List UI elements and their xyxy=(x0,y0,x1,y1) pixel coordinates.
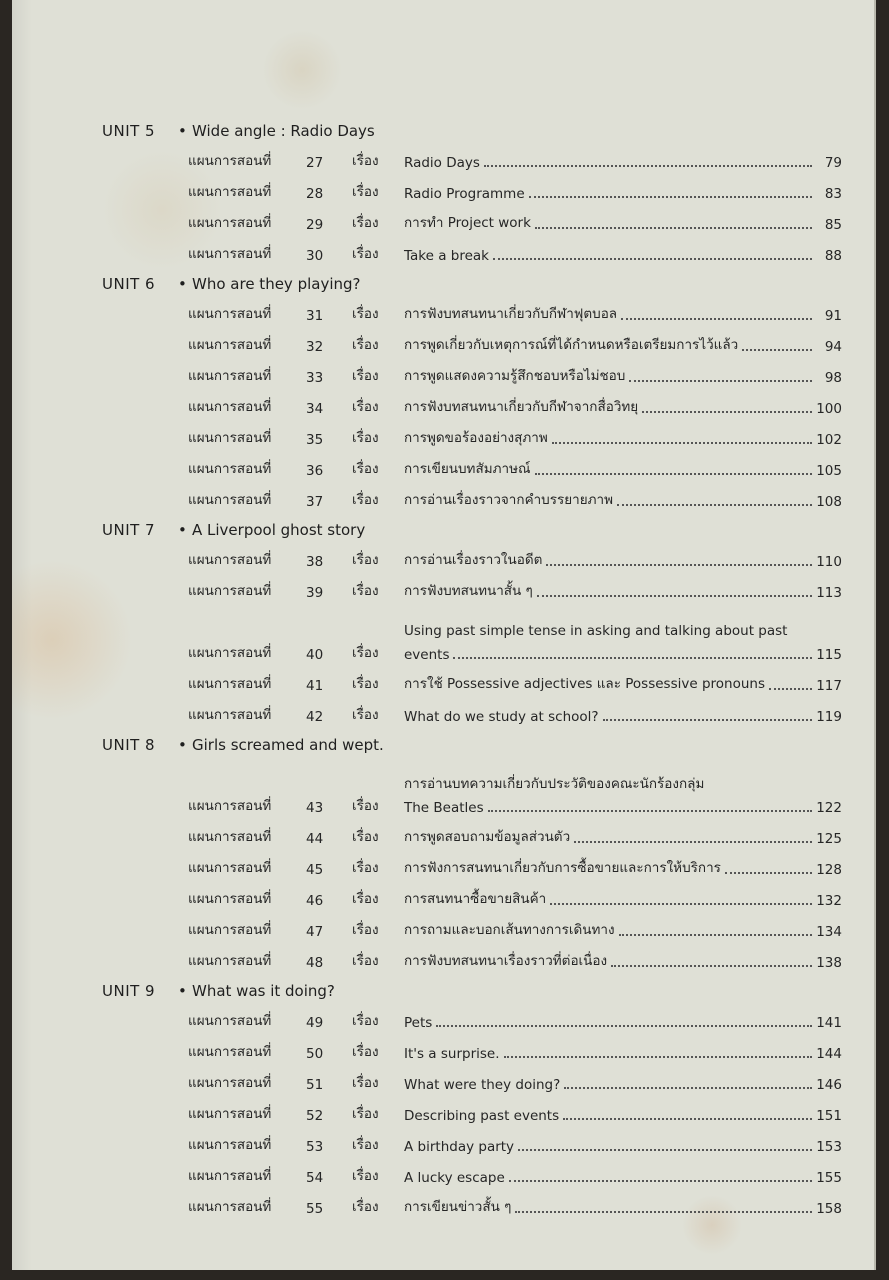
entry-title-wrap xyxy=(404,856,842,883)
page-number: 108 xyxy=(816,494,842,510)
dot-leader xyxy=(552,442,812,444)
plan-number: 34 xyxy=(306,401,324,417)
page-number: 146 xyxy=(816,1077,842,1093)
entry-title: การใช้ Possessive adjectives และ Possessive pronouns xyxy=(404,676,765,692)
toc-entry xyxy=(102,360,842,391)
entry-title-line1: Using past simple tense in asking and talking about past xyxy=(404,623,788,639)
unit-title: Who are they playing? xyxy=(192,274,361,293)
entry-title: การฟังการสนทนาเกี่ยวกับการซื้อขายและการให้บริการ xyxy=(404,860,721,876)
entry-title: Pets xyxy=(404,1015,433,1031)
entry-title-wrap xyxy=(404,1195,842,1222)
page-number: 141 xyxy=(816,1015,842,1031)
entry-title: การพูดเกี่ยวกับเหตุการณ์ที่ได้กำหนดหรือเตรียมการไว้แล้ว xyxy=(404,337,739,353)
entry-title: การพูดขอร้องอย่างสุภาพ xyxy=(404,430,548,446)
story-label: เรื่อง xyxy=(352,399,379,415)
toc-entry xyxy=(102,852,842,883)
entry-title-row xyxy=(404,1077,842,1093)
plan-label: แผนการสอนที่ xyxy=(188,707,272,723)
dot-leader xyxy=(546,564,812,566)
dot-leader xyxy=(619,934,812,936)
entry-title: What were they doing? xyxy=(404,1077,561,1093)
entry-title-wrap xyxy=(404,302,842,329)
plan-number: 52 xyxy=(306,1108,324,1124)
unit-label: UNIT 9 xyxy=(102,981,156,1000)
dot-leader xyxy=(629,380,812,382)
story-label: เรื่อง xyxy=(352,860,379,876)
entry-title-row xyxy=(404,647,842,663)
story-label: เรื่อง xyxy=(352,215,379,231)
plan-number: 36 xyxy=(306,463,324,479)
plan-number: 54 xyxy=(306,1170,324,1186)
entry-title-wrap xyxy=(404,395,842,422)
plan-number: 40 xyxy=(306,647,324,663)
toc-entry xyxy=(102,391,842,422)
dot-leader xyxy=(515,1211,812,1213)
dot-leader xyxy=(611,965,812,967)
entry-title-wrap xyxy=(404,887,842,914)
page-number: 122 xyxy=(816,800,842,816)
toc-entry xyxy=(102,1067,842,1098)
toc-entry xyxy=(102,484,842,515)
page-number: 91 xyxy=(824,308,842,324)
entry-title-wrap xyxy=(404,709,842,730)
plan-label: แผนการสอนที่ xyxy=(188,583,272,599)
plan-label: แผนการสอนที่ xyxy=(188,829,272,845)
plan-number: 27 xyxy=(306,155,324,171)
page-number: 100 xyxy=(816,401,842,417)
dot-leader xyxy=(488,810,812,812)
story-label: เรื่อง xyxy=(352,1106,379,1122)
entry-title: การสนทนาซื้อขายสินค้า xyxy=(404,891,547,907)
entry-title: A birthday party xyxy=(404,1139,515,1155)
story-label: เรื่อง xyxy=(352,246,379,262)
entry-title: It's a surprise. xyxy=(404,1046,500,1062)
entry-title-row xyxy=(404,488,842,510)
plan-label: แผนการสอนที่ xyxy=(188,399,272,415)
unit-heading xyxy=(102,730,842,759)
story-label: เรื่อง xyxy=(352,337,379,353)
toc-entry xyxy=(102,1191,842,1222)
entry-title-wrap xyxy=(404,548,842,575)
entry-title-row xyxy=(404,395,842,417)
plan-label: แผนการสอนที่ xyxy=(188,1199,272,1215)
dot-leader xyxy=(518,1149,812,1151)
page-number: 94 xyxy=(824,339,842,355)
entry-title-row xyxy=(404,548,842,570)
entry-title-row xyxy=(404,1046,842,1062)
dot-leader xyxy=(564,1087,812,1089)
plan-number: 38 xyxy=(306,554,324,570)
page-number: 132 xyxy=(816,893,842,909)
plan-label: แผนการสอนที่ xyxy=(188,645,272,661)
toc-entry xyxy=(102,422,842,453)
dot-leader xyxy=(725,872,812,874)
plan-number: 45 xyxy=(306,862,324,878)
unit-heading xyxy=(102,515,842,544)
entry-title-row xyxy=(404,426,842,448)
story-label: เรื่อง xyxy=(352,1137,379,1153)
page-number: 128 xyxy=(816,862,842,878)
plan-number: 37 xyxy=(306,494,324,510)
plan-label: แผนการสอนที่ xyxy=(188,922,272,938)
entry-title-wrap xyxy=(404,825,842,852)
dot-leader xyxy=(436,1025,812,1027)
entry-title-row xyxy=(404,211,842,233)
dot-leader xyxy=(621,318,812,320)
page-number: 119 xyxy=(816,709,842,725)
entry-title-wrap xyxy=(404,672,842,699)
entry-title: การฟังบทสนทนาเกี่ยวกับกีฬาฟุตบอล xyxy=(404,306,618,322)
unit-title: Wide angle : Radio Days xyxy=(192,121,375,140)
entry-title-row xyxy=(404,709,842,725)
entry-title: การฟังบทสนทนาเกี่ยวกับกีฬาจากสื่อวิทยุ xyxy=(404,399,639,415)
entry-title: events xyxy=(404,647,450,663)
plan-number: 49 xyxy=(306,1015,324,1031)
story-label: เรื่อง xyxy=(352,798,379,814)
plan-number: 35 xyxy=(306,432,324,448)
plan-label: แผนการสอนที่ xyxy=(188,461,272,477)
entry-title-wrap xyxy=(404,1015,842,1036)
entry-title-row xyxy=(404,672,842,694)
entry-title-row xyxy=(404,1015,842,1031)
entry-title: การอ่านเรื่องราวในอดีต xyxy=(404,552,543,568)
entry-title-row xyxy=(404,949,842,971)
plan-number: 55 xyxy=(306,1201,324,1217)
page-number: 158 xyxy=(816,1201,842,1217)
entry-title-wrap xyxy=(404,918,842,945)
bullet-icon: • xyxy=(178,520,187,539)
unit-title: Girls screamed and wept. xyxy=(192,735,384,754)
toc-entry xyxy=(102,453,842,484)
dot-leader xyxy=(535,473,813,475)
story-label: เรื่อง xyxy=(352,1044,379,1060)
page-number: 115 xyxy=(816,647,842,663)
entry-title: การฟังบทสนทนาเรื่องราวที่ต่อเนื่อง xyxy=(404,953,608,969)
toc-entry xyxy=(102,606,842,668)
entry-title-wrap xyxy=(404,949,842,976)
unit-label: UNIT 8 xyxy=(102,735,156,754)
story-label: เรื่อง xyxy=(352,922,379,938)
entry-title: การเขียนข่าวสั้น ๆ xyxy=(404,1199,512,1215)
toc-entry xyxy=(102,668,842,699)
entry-title-line1: การอ่านบทความเกี่ยวกับประวัติของคณะนักร้องกลุ่ม xyxy=(404,776,705,792)
entry-title: Radio Days xyxy=(404,155,480,171)
entry-title: การอ่านเรื่องราวจากคำบรรยายภาพ xyxy=(404,492,614,508)
story-label: เรื่อง xyxy=(352,953,379,969)
entry-title-wrap xyxy=(404,333,842,360)
entry-title-wrap xyxy=(404,1108,842,1129)
plan-label: แผนการสอนที่ xyxy=(188,860,272,876)
plan-label: แผนการสอนที่ xyxy=(188,368,272,384)
entry-title-row xyxy=(404,248,842,264)
page-number: 151 xyxy=(816,1108,842,1124)
toc-entry xyxy=(102,238,842,269)
plan-number: 43 xyxy=(306,800,324,816)
entry-title: การเขียนบทสัมภาษณ์ xyxy=(404,461,531,477)
entry-title: The Beatles xyxy=(404,800,484,816)
toc-entry xyxy=(102,544,842,575)
entry-title-row xyxy=(404,302,842,324)
toc-entry xyxy=(102,176,842,207)
story-label: เรื่อง xyxy=(352,707,379,723)
entry-title: การทำ Project work xyxy=(404,215,531,231)
page-number: 113 xyxy=(816,585,842,601)
story-label: เรื่อง xyxy=(352,1168,379,1184)
entry-title-row xyxy=(404,186,842,202)
plan-label: แผนการสอนที่ xyxy=(188,891,272,907)
page-number: 85 xyxy=(824,217,842,233)
story-label: เรื่อง xyxy=(352,891,379,907)
plan-label: แผนการสอนที่ xyxy=(188,492,272,508)
entry-title-row xyxy=(404,1139,842,1155)
toc-entry xyxy=(102,207,842,238)
plan-label: แผนการสอนที่ xyxy=(188,184,272,200)
dot-leader xyxy=(509,1180,812,1182)
entry-title: การฟังบทสนทนาสั้น ๆ xyxy=(404,583,533,599)
plan-number: 46 xyxy=(306,893,324,909)
entry-title-row xyxy=(404,579,842,601)
dot-leader xyxy=(453,657,812,659)
story-label: เรื่อง xyxy=(352,645,379,661)
dot-leader xyxy=(574,841,812,843)
plan-label: แผนการสอนที่ xyxy=(188,153,272,169)
entry-title-row xyxy=(404,155,842,171)
entry-title: Radio Programme xyxy=(404,186,525,202)
entry-title: การถามและบอกเส้นทางการเดินทาง xyxy=(404,922,615,938)
entry-title-wrap xyxy=(404,579,842,606)
entry-title-wrap xyxy=(404,426,842,453)
entry-title-row xyxy=(404,800,842,816)
toc-entry xyxy=(102,1005,842,1036)
toc-entry xyxy=(102,945,842,976)
story-label: เรื่อง xyxy=(352,306,379,322)
page-number: 88 xyxy=(824,248,842,264)
plan-number: 41 xyxy=(306,678,324,694)
story-label: เรื่อง xyxy=(352,676,379,692)
dot-leader xyxy=(493,258,812,260)
unit-heading xyxy=(102,116,842,145)
plan-number: 44 xyxy=(306,831,324,847)
toc-entry xyxy=(102,329,842,360)
toc-entry xyxy=(102,883,842,914)
dot-leader xyxy=(535,227,812,229)
plan-number: 39 xyxy=(306,585,324,601)
entry-title-wrap xyxy=(404,248,842,269)
toc-entry xyxy=(102,1098,842,1129)
toc-entry xyxy=(102,298,842,329)
page-number: 144 xyxy=(816,1046,842,1062)
dot-leader xyxy=(484,165,812,167)
story-label: เรื่อง xyxy=(352,1075,379,1091)
dot-leader xyxy=(769,688,812,690)
plan-label: แผนการสอนที่ xyxy=(188,798,272,814)
entry-title-row xyxy=(404,457,842,479)
story-label: เรื่อง xyxy=(352,829,379,845)
story-label: เรื่อง xyxy=(352,552,379,568)
dot-leader xyxy=(603,719,812,721)
bullet-icon: • xyxy=(178,735,187,754)
story-label: เรื่อง xyxy=(352,1199,379,1215)
plan-label: แผนการสอนที่ xyxy=(188,246,272,262)
plan-label: แผนการสอนที่ xyxy=(188,430,272,446)
dot-leader xyxy=(642,411,812,413)
page-number: 134 xyxy=(816,924,842,940)
entry-title-wrap xyxy=(404,1139,842,1160)
plan-label: แผนการสอนที่ xyxy=(188,1106,272,1122)
plan-number: 50 xyxy=(306,1046,324,1062)
dot-leader xyxy=(563,1118,812,1120)
story-label: เรื่อง xyxy=(352,1013,379,1029)
page-number: 153 xyxy=(816,1139,842,1155)
story-label: เรื่อง xyxy=(352,461,379,477)
plan-label: แผนการสอนที่ xyxy=(188,1075,272,1091)
plan-number: 31 xyxy=(306,308,324,324)
plan-number: 51 xyxy=(306,1077,324,1093)
entry-title-wrap xyxy=(404,1170,842,1191)
entry-title: What do we study at school? xyxy=(404,709,599,725)
page-number: 138 xyxy=(816,955,842,971)
dot-leader xyxy=(529,196,812,198)
page-number: 102 xyxy=(816,432,842,448)
entry-title-wrap xyxy=(404,1077,842,1098)
dot-leader xyxy=(550,903,812,905)
entry-title-wrap xyxy=(404,457,842,484)
plan-number: 30 xyxy=(306,248,324,264)
dot-leader xyxy=(617,504,812,506)
page-number: 155 xyxy=(816,1170,842,1186)
entry-title: การพูดแสดงความรู้สึกชอบหรือไม่ชอบ xyxy=(404,368,626,384)
plan-label: แผนการสอนที่ xyxy=(188,337,272,353)
bullet-icon: • xyxy=(178,981,187,1000)
entry-title-row xyxy=(404,1170,842,1186)
plan-number: 48 xyxy=(306,955,324,971)
plan-label: แผนการสอนที่ xyxy=(188,215,272,231)
entry-title-wrap xyxy=(404,488,842,515)
toc-entry xyxy=(102,914,842,945)
story-label: เรื่อง xyxy=(352,368,379,384)
unit-heading xyxy=(102,269,842,298)
unit-title: A Liverpool ghost story xyxy=(192,520,366,539)
page-number: 117 xyxy=(816,678,842,694)
page-number: 79 xyxy=(824,155,842,171)
entry-title-wrap xyxy=(404,186,842,207)
plan-number: 32 xyxy=(306,339,324,355)
plan-label: แผนการสอนที่ xyxy=(188,953,272,969)
dot-leader xyxy=(504,1056,812,1058)
plan-number: 47 xyxy=(306,924,324,940)
toc-entry xyxy=(102,575,842,606)
toc-entry xyxy=(102,1160,842,1191)
entry-title: A lucky escape xyxy=(404,1170,505,1186)
toc-entry xyxy=(102,1036,842,1067)
entry-title-wrap xyxy=(404,616,842,668)
plan-label: แผนการสอนที่ xyxy=(188,552,272,568)
unit-label: UNIT 7 xyxy=(102,520,156,539)
plan-label: แผนการสอนที่ xyxy=(188,676,272,692)
toc-entry xyxy=(102,145,842,176)
entry-title-wrap xyxy=(404,1046,842,1067)
dot-leader xyxy=(742,349,812,351)
unit-label: UNIT 5 xyxy=(102,121,156,140)
plan-number: 33 xyxy=(306,370,324,386)
entry-title-row xyxy=(404,856,842,878)
plan-label: แผนการสอนที่ xyxy=(188,1044,272,1060)
page-number: 110 xyxy=(816,554,842,570)
page-number: 98 xyxy=(824,370,842,386)
entry-title-row xyxy=(404,1195,842,1217)
unit-title: What was it doing? xyxy=(192,981,335,1000)
unit-label: UNIT 6 xyxy=(102,274,156,293)
toc-entry xyxy=(102,821,842,852)
story-label: เรื่อง xyxy=(352,583,379,599)
entry-title-row xyxy=(404,1108,842,1124)
unit-heading xyxy=(102,976,842,1005)
story-label: เรื่อง xyxy=(352,430,379,446)
entry-title-row xyxy=(404,825,842,847)
entry-title: Take a break xyxy=(404,248,490,264)
entry-title-row xyxy=(404,887,842,909)
page-number: 83 xyxy=(824,186,842,202)
entry-title: Describing past events xyxy=(404,1108,560,1124)
entry-title-wrap xyxy=(404,155,842,176)
entry-title-row xyxy=(404,918,842,940)
entry-title-row xyxy=(404,333,842,355)
plan-number: 42 xyxy=(306,709,324,725)
plan-number: 28 xyxy=(306,186,324,202)
toc-entry xyxy=(102,699,842,730)
entry-title-wrap xyxy=(404,769,842,821)
toc-entry xyxy=(102,759,842,821)
story-label: เรื่อง xyxy=(352,184,379,200)
bullet-icon: • xyxy=(178,274,187,293)
table-of-contents xyxy=(102,116,842,1222)
plan-number: 53 xyxy=(306,1139,324,1155)
plan-label: แผนการสอนที่ xyxy=(188,1168,272,1184)
page-number: 125 xyxy=(816,831,842,847)
entry-title-wrap xyxy=(404,211,842,238)
entry-title: การพูดสอบถามข้อมูลส่วนตัว xyxy=(404,829,571,845)
plan-label: แผนการสอนที่ xyxy=(188,1013,272,1029)
story-label: เรื่อง xyxy=(352,153,379,169)
plan-number: 29 xyxy=(306,217,324,233)
plan-label: แผนการสอนที่ xyxy=(188,1137,272,1153)
plan-label: แผนการสอนที่ xyxy=(188,306,272,322)
dot-leader xyxy=(537,595,812,597)
toc-entry xyxy=(102,1129,842,1160)
bullet-icon: • xyxy=(178,121,187,140)
story-label: เรื่อง xyxy=(352,492,379,508)
document-page xyxy=(12,0,876,1270)
entry-title-row xyxy=(404,364,842,386)
page-number: 105 xyxy=(816,463,842,479)
entry-title-wrap xyxy=(404,364,842,391)
